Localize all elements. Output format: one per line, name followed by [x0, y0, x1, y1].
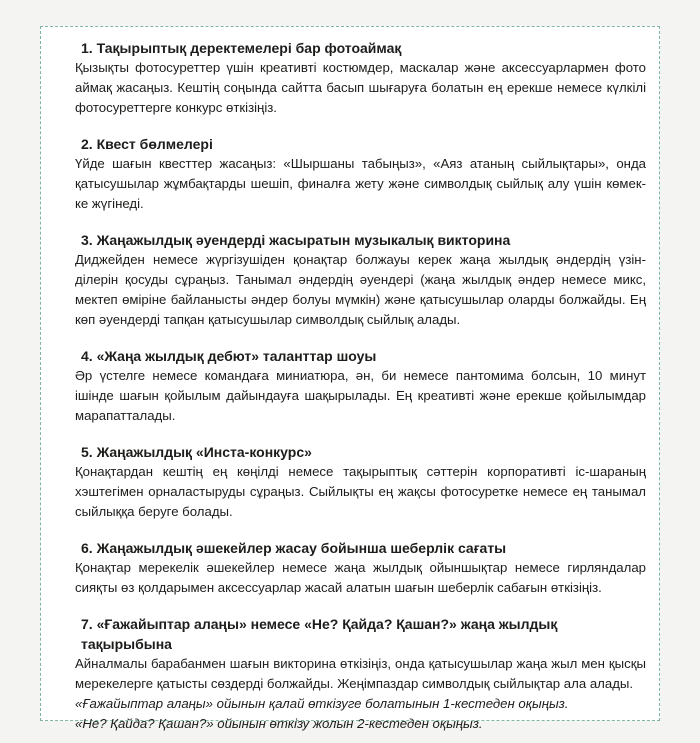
note-table-2: «Не? Қайда? Қашан?» ойынын өткізу жолын 2-кестеден оқыңыз. — [75, 716, 483, 731]
section-body: Қызықты фотосуреттер үшін креативті костюмдер, маскалар және аксессуарлармен фото аймақ жасаңыз. Кештің соңында сайтта басып шығаруға болатын ең ерекше немесе күлкілі фотосуреттерге конкурс өткізіңіз. — [75, 60, 646, 115]
section-title: 5. Жаңажылдық «Инста-конкурс» — [81, 444, 312, 460]
section-title: 3. Жаңажылдық әуендерді жасыратын музыкалық викторина — [81, 232, 511, 248]
section-body: Әр үстелге немесе командаға миниатюра, ән, би немесе пантомима болсын, 10 минут ішінде шағын қойылым дайындауға шақырылады. Ең креативті және ерекше қойылымдар марапатталады. — [75, 368, 646, 423]
document-content — [75, 38, 646, 734]
note-table-1: «Ғажайыптар алаңы» ойынын қалай өткізуге болатынын 1-кестеден оқыңыз. — [75, 696, 569, 711]
section-title: 4. «Жаңа жылдық дебют» таланттар шоуы — [81, 348, 377, 364]
section-music-quiz — [75, 230, 646, 330]
section-body: Үйде шағын квесттер жасаңыз: «Шыршаны табыңыз», «Аяз атаның сыйлықтары», онда қатысушылар жұмбақтарды шешіп, финалға жету және символдық сыйлық алу үшін көмек-ке жүгінеді. — [75, 156, 646, 211]
section-masterclass — [75, 538, 646, 598]
section-quest-rooms — [75, 134, 646, 214]
section-title: 2. Квест бөлмелері — [81, 136, 213, 152]
section-body: Қонақтар мерекелік әшекейлер немесе жаңа жылдық ойыншықтар немесе гирляндалар сияқты өз қолдарымен аксессуарлар жасай алатын шағын шеберлік сабағын өткізіңіз. — [75, 560, 646, 595]
section-photo-zone — [75, 38, 646, 118]
section-body: Қонақтардан кештің ең көңілді немесе тақырыптық сәттерін корпоративті іс-шараның хэштегімен орналастыруды сұраңыз. Сыйлықты ең жақсы фотосуретке немесе ең танымал сыйлыққа беруге болады. — [75, 464, 646, 519]
section-body: Диджейден немесе жүргізушіден қонақтар болжауы керек жаңа жылдық әндердің үзін-ділерін қосуды сұраңыз. Танымал әндердің әуендері (жаңа жылдық әндер немесе микс, мектеп өміріне байланысты әндер болуы мүмкін) және қатысушылар оларды болжайды. Ең көп әуендерді тапқан қатысушылар символдық сыйлық алады. — [75, 252, 646, 327]
section-title: 6. Жаңажылдық әшекейлер жасау бойынша шеберлік сағаты — [81, 540, 507, 556]
section-body: Айналмалы барабанмен шағын викторина өткізіңіз, онда қатысушылар жаңа жыл мен қысқы мерекелерге қатысты сөздерді болжайды. Жеңімпаздар символдық сыйлықтар ала алады. — [75, 656, 646, 691]
section-game-shows — [75, 614, 646, 694]
section-title: 1. Тақырыптық деректемелері бар фотоаймақ — [81, 40, 402, 56]
section-title: 7. «Ғажайыптар алаңы» немесе «Не? Қайда? Қашан?» жаңа жылдық тақырыбына — [81, 616, 558, 652]
section-insta-contest — [75, 442, 646, 522]
section-talent-show — [75, 346, 646, 426]
